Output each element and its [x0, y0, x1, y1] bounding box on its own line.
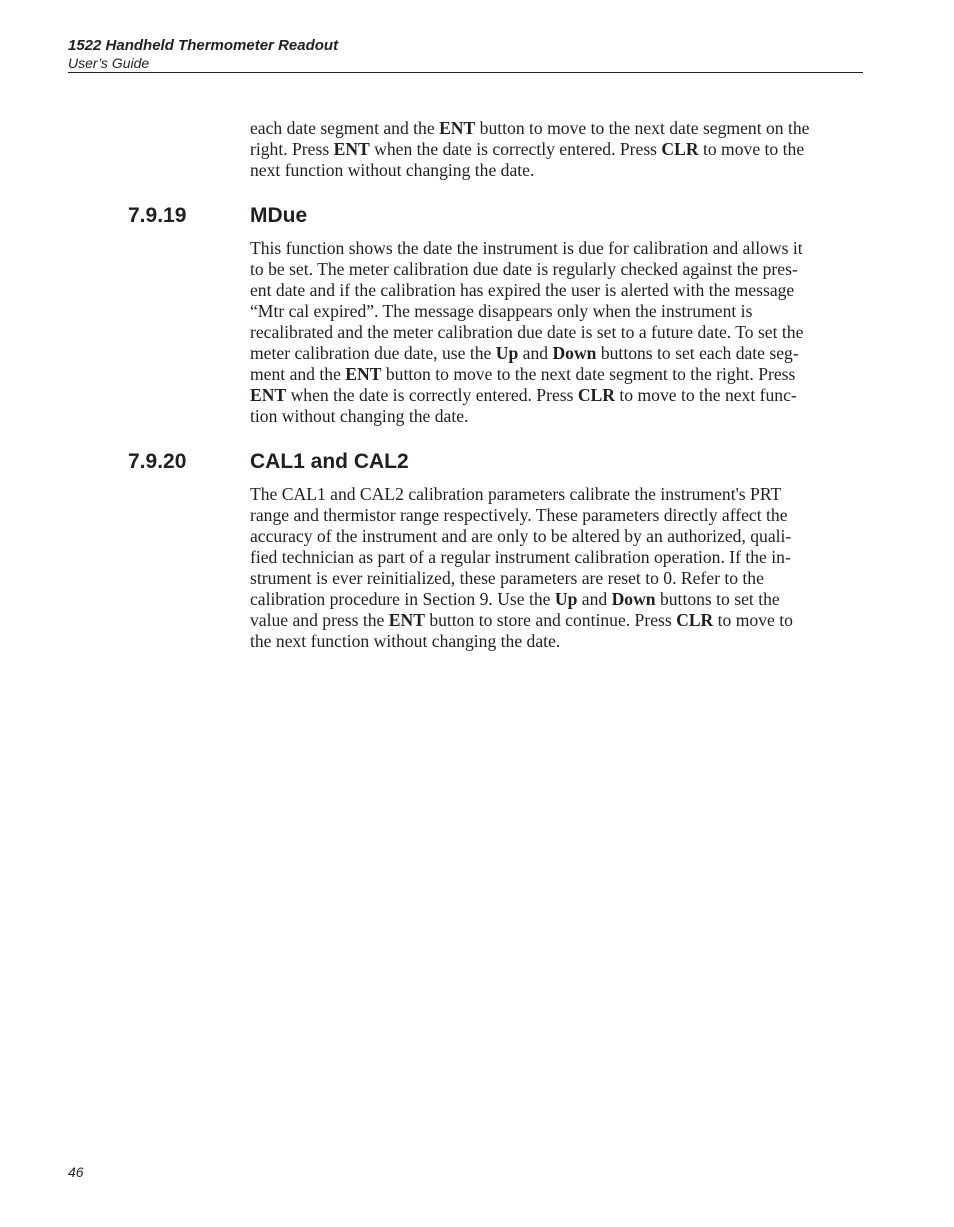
text-line: ment and the ENT button to move to the next date segment to the right. Press [250, 364, 796, 384]
button-key-name: Up [495, 343, 519, 363]
text-line: tion without changing the date. [250, 406, 469, 426]
text-line: range and thermistor range respectively. These parameters directly affect the [250, 505, 788, 525]
button-key-name: Up [554, 589, 578, 609]
document-subtitle: User’s Guide [68, 55, 150, 71]
intro-paragraph [250, 118, 862, 181]
text-line: fied technician as part of a regular instrument calibration operation. If the in- [250, 547, 791, 567]
text-line: meter calibration due date, use the Up and Down buttons to set each date seg- [250, 343, 799, 363]
section-number: 7.9.20 [128, 450, 187, 473]
text-line: the next function without changing the date. [250, 631, 561, 651]
button-key-name: ENT [250, 385, 287, 405]
section-title: MDue [250, 204, 308, 227]
text-line: strument is ever reinitialized, these parameters are reset to 0. Refer to the [250, 568, 764, 588]
button-key-name: Down [611, 589, 656, 609]
text-line: recalibrated and the meter calibration due date is set to a future date. To set the [250, 322, 804, 342]
button-key-name: Down [552, 343, 597, 363]
section-heading-mdue [128, 203, 307, 229]
page-number: 46 [68, 1164, 84, 1180]
text-line: ENT when the date is correctly entered. Press CLR to move to the next func- [250, 385, 797, 405]
button-key-name: ENT [439, 118, 476, 138]
button-key-name: CLR [577, 385, 615, 405]
text-line: each date segment and the ENT button to move to the next date segment on the [250, 118, 810, 138]
section-title: CAL1 and CAL2 [250, 450, 409, 473]
button-key-name: ENT [388, 610, 425, 630]
text-line: value and press the ENT button to store and continue. Press CLR to move to [250, 610, 793, 630]
section-number: 7.9.19 [128, 204, 187, 227]
text-line: calibration procedure in Section 9. Use the Up and Down buttons to set the [250, 589, 780, 609]
text-line: This function shows the date the instrument is due for calibration and allows it [250, 238, 803, 258]
text-line: The CAL1 and CAL2 calibration parameters calibrate the instrument's PRT [250, 484, 782, 504]
running-header [68, 37, 863, 73]
text-line: to be set. The meter calibration due date is regularly checked against the pres- [250, 259, 798, 279]
section-heading-cal1-cal2 [128, 449, 409, 475]
button-key-name: CLR [661, 139, 699, 159]
button-key-name: CLR [676, 610, 714, 630]
button-key-name: ENT [345, 364, 382, 384]
text-line: ent date and if the calibration has expired the user is alerted with the message [250, 280, 795, 300]
text-line: right. Press ENT when the date is correctly entered. Press CLR to move to the [250, 139, 805, 159]
text-line: “Mtr cal expired”. The message disappears only when the instrument is [250, 301, 753, 321]
mdue-paragraph [250, 238, 862, 427]
text-line: next function without changing the date. [250, 160, 535, 180]
document-title: 1522 Handheld Thermometer Readout [68, 37, 339, 54]
button-key-name: ENT [333, 139, 370, 159]
text-line: accuracy of the instrument and are only to be altered by an authorized, quali- [250, 526, 792, 546]
cal-paragraph [250, 484, 862, 652]
